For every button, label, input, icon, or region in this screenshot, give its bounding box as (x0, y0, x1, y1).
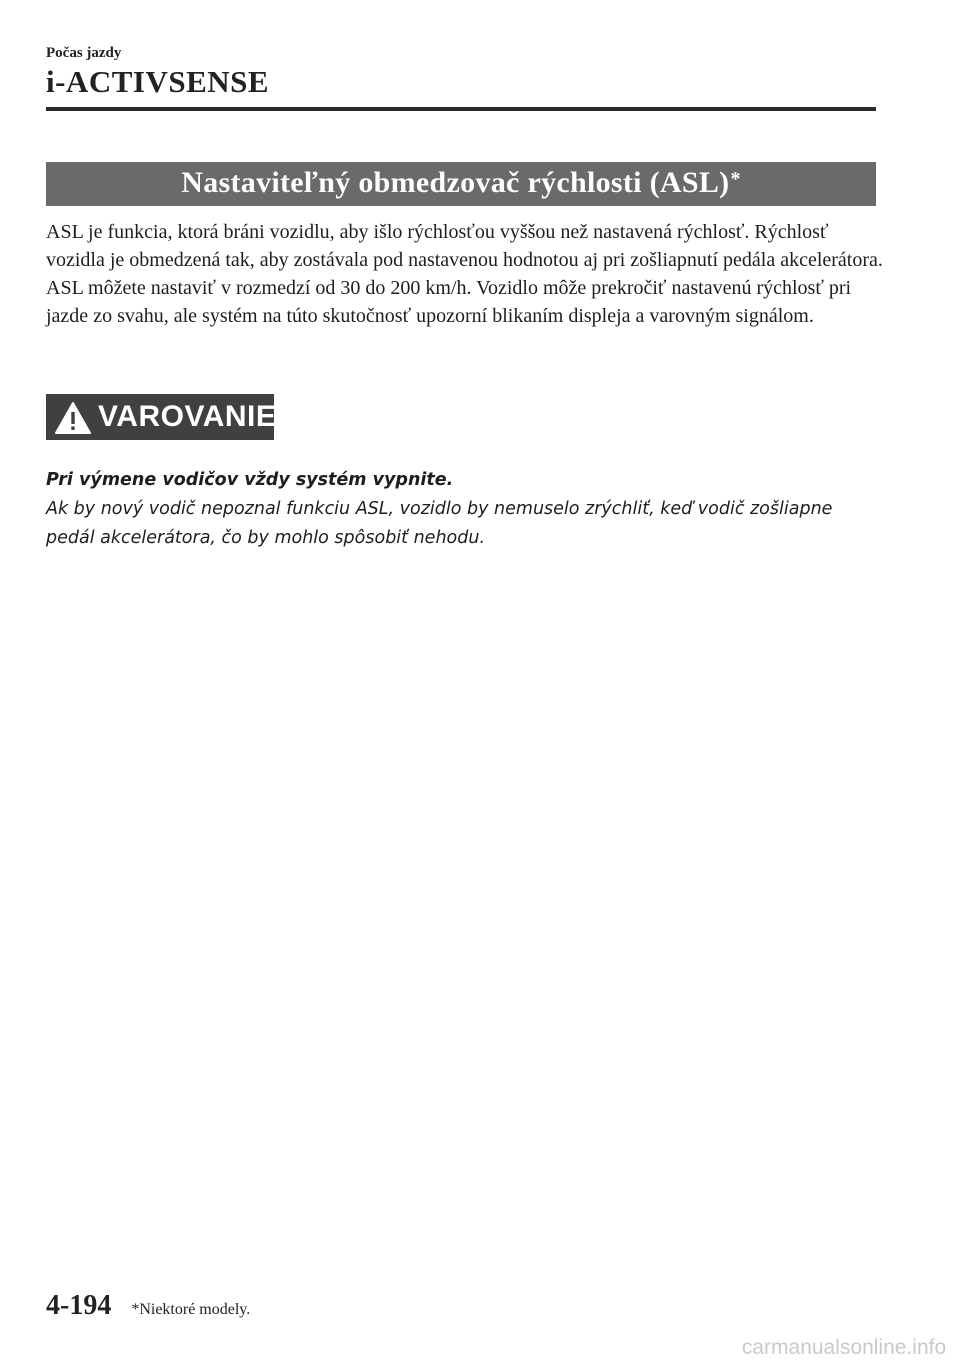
section-title: Nastaviteľný obmedzovač rýchlosti (ASL) (181, 166, 730, 199)
chapter-title: i-ACTIVSENSE (46, 64, 270, 99)
body-text (46, 218, 886, 330)
page-header (46, 44, 876, 100)
watermark: carmanualsonline.info (728, 1334, 960, 1362)
footnote: *Niektoré modely. (131, 1301, 251, 1318)
page-footer (46, 1290, 250, 1322)
warning-badge (46, 394, 277, 440)
section-title-banner (46, 162, 876, 206)
warning-title: Pri výmene vodičov vždy systém vypnite. (46, 470, 454, 490)
paragraph: ASL je funkcia, ktorá bráni vozidlu, aby išlo rýchlosťou vyššou než nastavená rýchlosť. Rýchlosť vozidla je obmedzená tak, aby zostávala pod nastavenou hodnotou aj pri zošliapnutí pedála akcelerátora. (46, 221, 883, 271)
paragraph: ASL môžete nastaviť v rozmedzí od 30 do 200 km/h. Vozidlo môže prekročiť nastavenú rýchlosť pri jazde zo svahu, ale systém na túto skutočnosť upozorní blikaním displeja a varovným signálom. (46, 277, 852, 327)
warning-triangle-icon (54, 401, 92, 435)
header-divider (46, 107, 876, 111)
warning-description: Ak by nový vodič nepoznal funkciu ASL, vozidlo by nemuselo zrýchliť, keď vodič zošliapne pedál akcelerátora, čo by mohlo spôsobiť nehodu. (46, 499, 833, 548)
page-number: 4-194 (46, 1290, 112, 1321)
warning-content (46, 466, 886, 553)
footnote-marker: * (730, 167, 741, 190)
warning-label: VAROVANIE (98, 400, 277, 433)
section-heading: Počas jazdy (46, 45, 122, 61)
